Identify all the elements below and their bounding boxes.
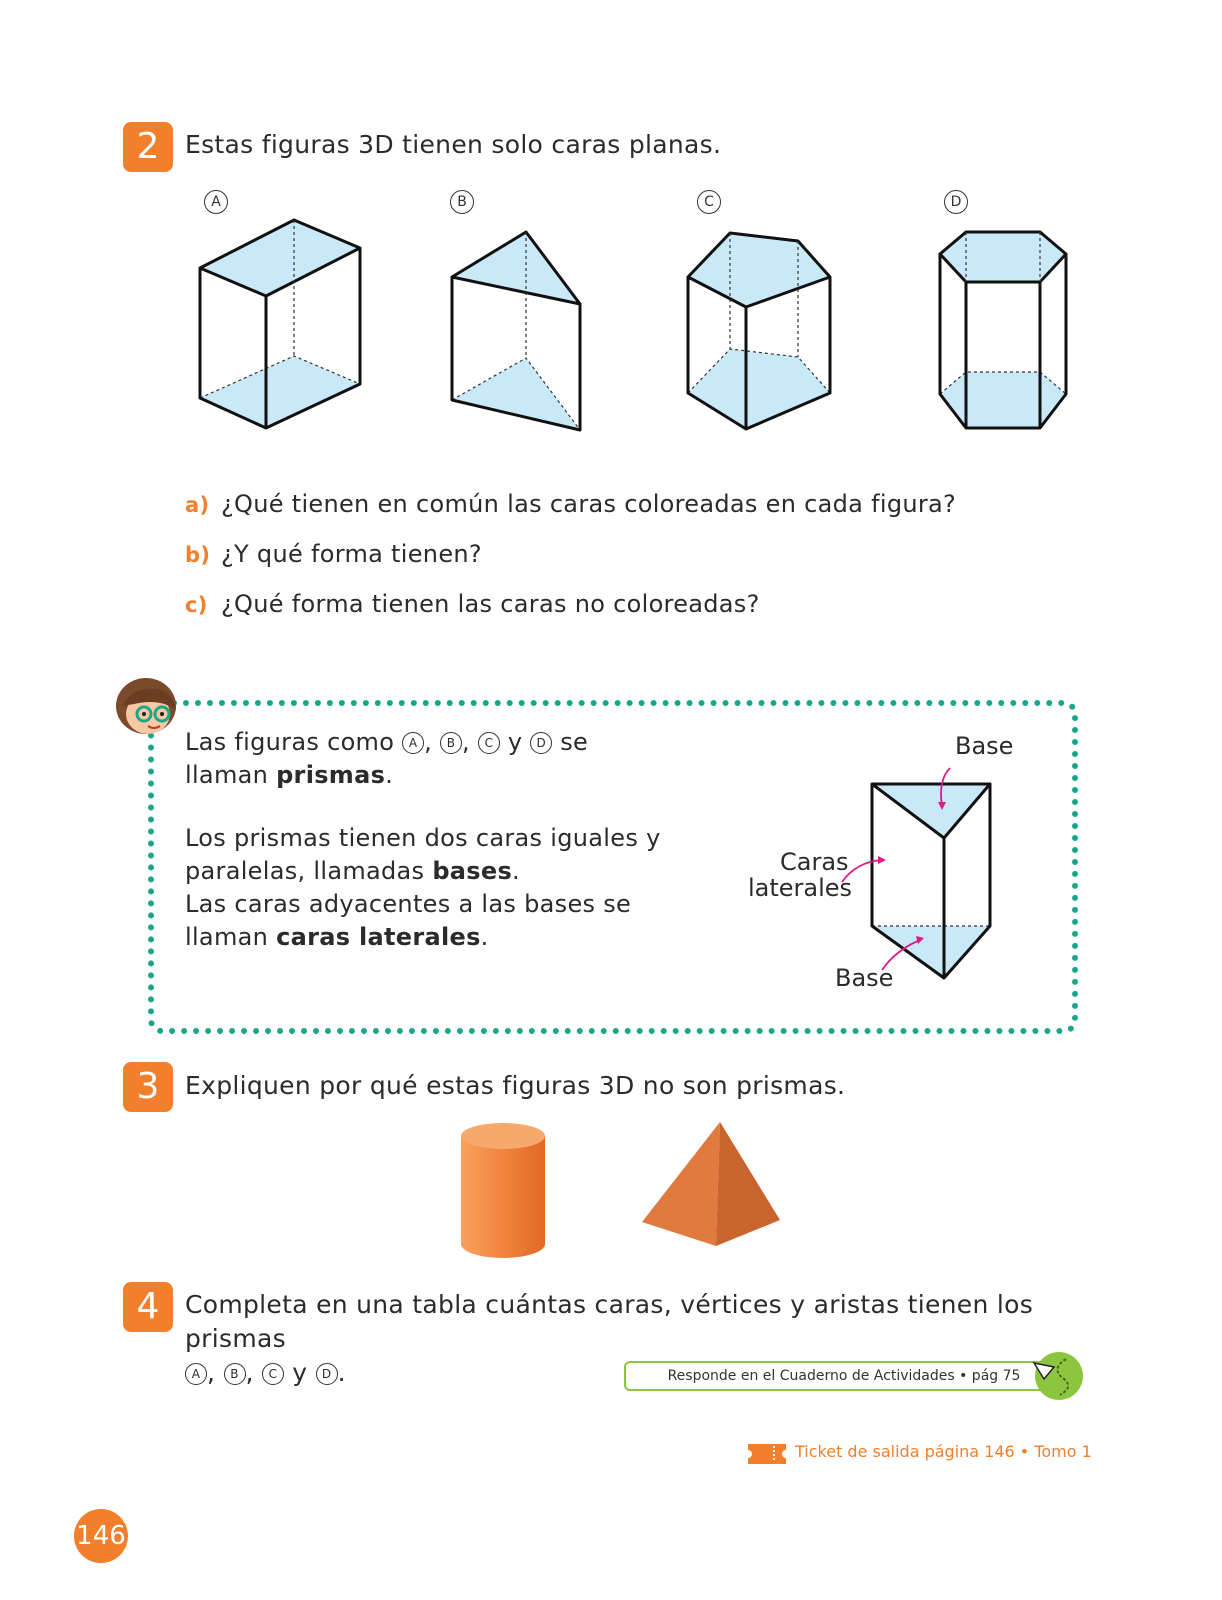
def-text: . [512, 857, 520, 885]
prism-d-hexagonal [932, 222, 1072, 442]
ticket-icon [748, 1444, 786, 1464]
def-text: se [560, 728, 589, 756]
def-text: . [385, 761, 394, 789]
cylinder-image [455, 1120, 551, 1262]
activity-book-reference: Responde en el Cuaderno de Actividades • pág 75 [624, 1361, 1064, 1391]
definition-paragraph-2 [185, 822, 705, 954]
def-text: . [480, 923, 489, 951]
label-caras: Caras [780, 848, 849, 876]
label-base-top: Base [955, 732, 1014, 760]
def-sep: , [462, 728, 470, 756]
label-a-ex4: A [185, 1363, 207, 1385]
question-b [185, 540, 482, 568]
label-c-ex4: C [262, 1363, 284, 1385]
label-base-bottom: Base [835, 964, 894, 992]
ex4-sep: , [245, 1358, 254, 1387]
def-text: Las figuras como [185, 728, 395, 756]
label-c-inline: C [478, 732, 500, 754]
page-number: 146 [74, 1509, 128, 1563]
label-b-inline: B [440, 732, 462, 754]
ex4-sep: , [207, 1358, 216, 1387]
question-c-letter: c) [185, 593, 208, 617]
exercise-2-heading: Estas figuras 3D tienen solo caras planas. [185, 130, 722, 159]
prism-c-pentagonal [680, 225, 840, 440]
exercise-number-2: 2 [123, 122, 173, 172]
definition-paragraph-1 [185, 726, 645, 792]
label-d-ex4: D [316, 1363, 338, 1385]
exercise-number-4: 4 [123, 1282, 173, 1332]
exercise-4-text: Completa en una tabla cuántas caras, vértices y aristas tienen los prismas [185, 1290, 1034, 1353]
question-a-letter: a) [185, 493, 210, 517]
figure-label-a: A [204, 190, 228, 214]
prism-a-rectangular [190, 210, 370, 440]
teacher-avatar-icon [114, 676, 180, 740]
term-caras-laterales: caras laterales [276, 923, 481, 951]
label-b-ex4: B [224, 1363, 246, 1385]
label-a-inline: A [402, 732, 424, 754]
def-sep: , [424, 728, 433, 756]
def-text: y [507, 728, 523, 756]
pyramid-image [638, 1118, 784, 1252]
prism-b-triangular [440, 222, 590, 442]
question-c [185, 590, 760, 618]
figure-label-d: D [944, 190, 968, 214]
question-a-text: ¿Qué tienen en común las caras coloreadas en cada figura? [221, 490, 957, 518]
ex4-end: . [337, 1358, 346, 1387]
figure-label-c: C [697, 190, 721, 214]
exercise-number-3: 3 [123, 1062, 173, 1112]
def-text: llaman [185, 923, 269, 951]
question-c-text: ¿Qué forma tienen las caras no coloreadas? [221, 590, 760, 618]
def-text: Los prismas tienen dos caras iguales y [185, 824, 661, 852]
label-d-inline: D [530, 732, 552, 754]
def-text: Las caras adyacentes a las bases se [185, 890, 632, 918]
term-prismas: prismas [276, 761, 386, 789]
question-a [185, 490, 956, 518]
def-text: paralelas, llamadas [185, 857, 425, 885]
term-bases: bases [432, 857, 513, 885]
exit-ticket-reference: Ticket de salida página 146 • Tomo 1 [795, 1442, 1092, 1461]
exercise-3-heading: Expliquen por qué estas figuras 3D no son prismas. [185, 1071, 846, 1100]
question-b-letter: b) [185, 543, 211, 567]
pencil-path-icon [1030, 1349, 1084, 1403]
ex4-y: y [292, 1358, 308, 1387]
question-b-text: ¿Y qué forma tienen? [221, 540, 482, 568]
label-laterales: laterales [748, 874, 853, 902]
figure-label-b: B [450, 190, 474, 214]
def-text: llaman [185, 761, 269, 789]
